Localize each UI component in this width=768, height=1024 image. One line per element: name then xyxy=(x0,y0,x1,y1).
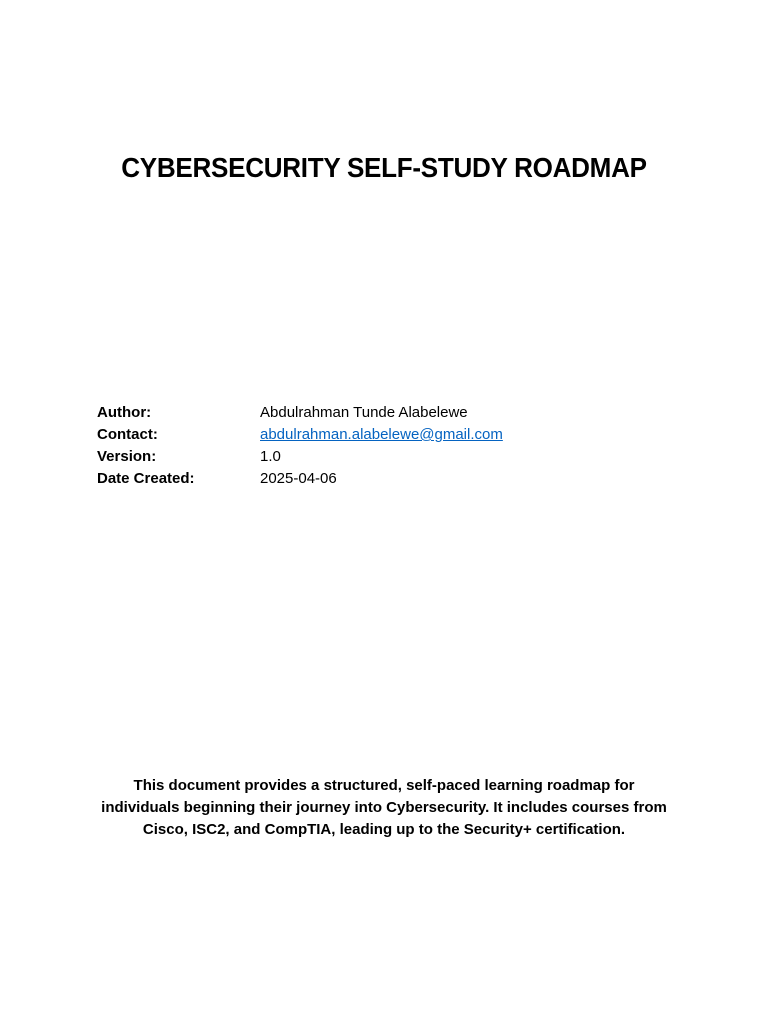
meta-label-author: Author: xyxy=(97,404,152,421)
summary-line: individuals beginning their journey into Cybersecurity. It includes courses from xyxy=(101,799,667,816)
meta-row-contact xyxy=(97,424,657,446)
document-metadata xyxy=(97,402,657,490)
summary-line: This document provides a structured, self-paced learning roadmap for xyxy=(133,777,635,794)
document-summary xyxy=(84,775,684,841)
document-title: CYBERSECURITY SELF-STUDY ROADMAP xyxy=(121,152,647,183)
meta-label-date-created: Date Created: xyxy=(97,470,195,487)
author-name: Abdulrahman Tunde Alabelewe xyxy=(260,404,468,421)
summary-line: Cisco, ISC2, and CompTIA, leading up to the Security+ certification. xyxy=(142,821,626,838)
date-created-value: 2025-04-06 xyxy=(260,470,337,487)
meta-row-author xyxy=(97,402,657,424)
contact-email-link[interactable]: abdulrahman.alabelewe@gmail.com xyxy=(260,426,503,443)
meta-label-contact: Contact: xyxy=(97,426,158,443)
meta-label-version: Version: xyxy=(97,448,157,465)
meta-row-version xyxy=(97,446,657,468)
version-value: 1.0 xyxy=(260,448,281,465)
meta-row-date-created xyxy=(97,468,657,490)
